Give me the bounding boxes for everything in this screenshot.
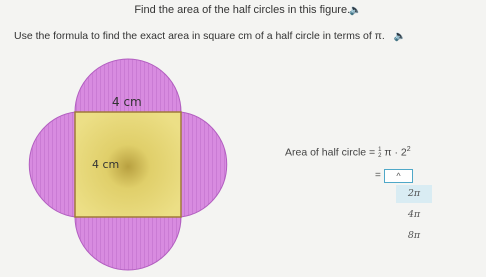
option-2pi[interactable]: 2π [396, 185, 432, 203]
area-expression: π · 2 [384, 146, 407, 159]
equals-sign: = [375, 170, 381, 181]
area-formula [285, 146, 411, 159]
option-4pi[interactable]: 4π [407, 209, 421, 220]
speaker-icon[interactable]: 🔈 [349, 5, 362, 16]
one-half-fraction: 1 2 [378, 146, 382, 159]
top-side-label: 4 cm [112, 95, 142, 109]
caret-icon: ^ [396, 171, 401, 181]
left-side-label: 4 cm [92, 158, 120, 171]
area-label-text: Area of half circle = [285, 146, 376, 159]
instruction-text: Use the formula to find the exact area in square cm of a half circle in terms of π. [14, 30, 385, 42]
center-square [75, 112, 181, 217]
left-half-circle [29, 112, 75, 217]
answer-options [396, 185, 432, 248]
bottom-half-circle [75, 217, 181, 270]
exponent: 2 [406, 146, 411, 153]
answer-dropdown[interactable] [384, 169, 413, 183]
option-8pi[interactable]: 8π [407, 230, 421, 241]
right-half-circle [181, 112, 227, 217]
speaker-icon[interactable]: 🔈 [393, 31, 407, 42]
title-text: Find the area of the half circles in this figure. [134, 4, 351, 16]
